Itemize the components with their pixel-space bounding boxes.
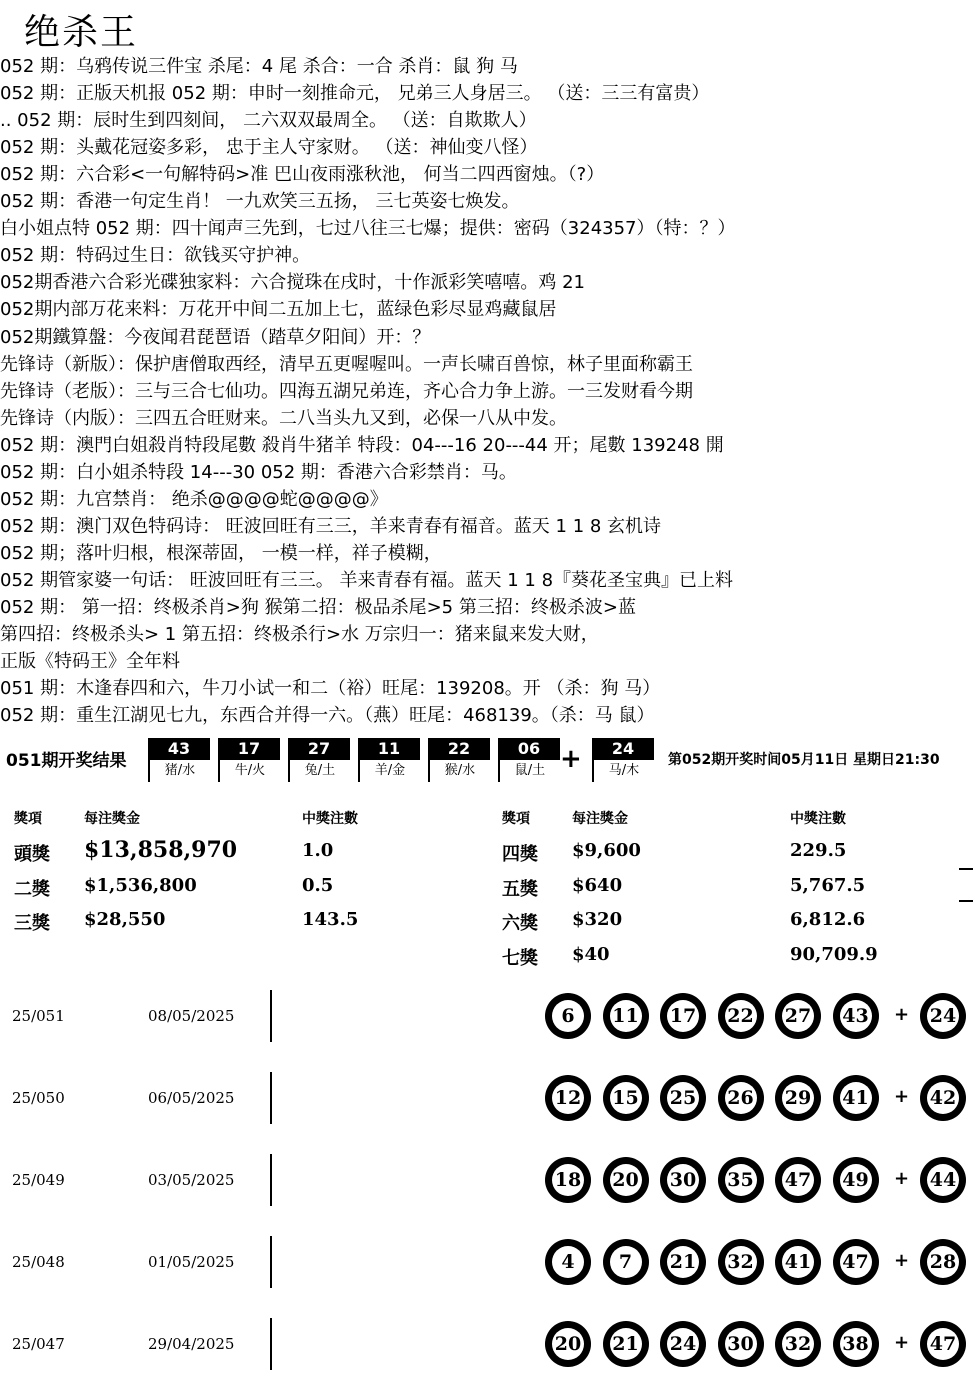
plus-sign: +	[894, 1168, 910, 1189]
history-divider	[270, 1236, 272, 1288]
text-line: 052 期：澳门双色特码诗： 旺波回旺有三三，羊来青春有福音。蓝天 1 1 8 玄机诗	[0, 515, 662, 537]
lottery-ball	[775, 993, 821, 1039]
history-date: 08/05/2025	[148, 1007, 235, 1025]
edge-mark	[959, 900, 973, 902]
history-divider	[270, 1154, 272, 1206]
prize-item: 頭獎	[14, 844, 50, 865]
text-line: 052 期；落叶归根，根深蒂固， 一模一样，祥子模糊，	[0, 542, 442, 564]
draw-number-tile	[498, 738, 560, 782]
ball-number: 44	[927, 1164, 959, 1196]
ball-number: 24	[927, 1000, 959, 1032]
text-line: 052 期：六合彩<一句解特码>准 巴山夜雨涨秋池， 何当二四西窗烛。（?）	[0, 164, 605, 186]
text-line: 052 期管家婆一句话： 旺波回旺有三三。 羊来青春有福。蓝天 1 1 8『葵花圣宝典』已上料	[0, 569, 734, 591]
lottery-ball	[833, 1239, 879, 1285]
tile-zodiac: 鼠/土	[498, 760, 560, 782]
prize-item: 二獎	[14, 878, 50, 900]
prize-item: 七獎	[502, 947, 538, 969]
prize-count: 5,767.5	[790, 874, 866, 896]
text-line: 白小姐点特 052 期：四十闻声三先到，七过八往三七爆；提供：密码（324357）（特：？）	[0, 218, 736, 240]
text-line: 052 期：白小姐杀特段 14---30 052 期：香港六合彩禁肖：马。	[0, 461, 517, 483]
history-issue: 25/049	[12, 1171, 65, 1189]
text-line: 先锋诗（新版）：保护唐僧取西经，清早五更喔喔叫。一声长啸百兽惊，林子里面称霸王	[0, 353, 693, 375]
tile-zodiac: 猴/水	[428, 760, 490, 782]
prize-count: 1.0	[302, 840, 334, 861]
lottery-ball	[660, 1321, 706, 1367]
lottery-ball	[718, 1157, 764, 1203]
lottery-ball	[603, 1075, 649, 1121]
text-line: 052期鐵算盤：今夜闻君琵琶语（踏草夕阳间）开：？	[0, 326, 431, 348]
prize-amount: $320	[572, 909, 623, 930]
text-line: 052期香港六合彩光碟独家料：六合搅珠在戌时，十作派彩笑嘻嘻。鸡 21	[0, 272, 585, 294]
ball-number: 43	[840, 1000, 872, 1032]
ball-number: 47	[927, 1328, 959, 1360]
ball-number: 27	[782, 1000, 814, 1032]
text-line: 先锋诗（老版）：三与三合七仙功。四海五湖兄弟连，齐心合力争上游。一三发财看今期	[0, 380, 693, 402]
text-line: 051 期：木逢春四和六，牛刀小试一和二（裕）旺尾：139208。开 （杀：狗 马）	[0, 678, 661, 700]
lottery-ball	[660, 1075, 706, 1121]
ball-number: 47	[840, 1246, 872, 1278]
ball-number: 30	[667, 1164, 699, 1196]
ball-number: 32	[725, 1246, 757, 1278]
ball-number: 38	[840, 1328, 872, 1360]
ball-number: 17	[667, 1000, 699, 1032]
ball-number: 21	[667, 1246, 699, 1278]
tile-zodiac: 马/木	[592, 760, 654, 782]
tile-number: 27	[288, 738, 350, 760]
ball-number: 28	[927, 1246, 959, 1278]
ball-number: 41	[782, 1246, 814, 1278]
prize-amount: $640	[572, 874, 623, 896]
plus-sign: +	[894, 1004, 910, 1025]
draw-number-tile	[148, 738, 210, 782]
draw-number-tile	[218, 738, 280, 782]
ball-number: 18	[552, 1164, 584, 1196]
text-line: 052 期：澳門白姐殺肖特段尾數 殺肖牛猪羊 特段：04---16 20---44 开；尾數 139248 開	[0, 434, 724, 456]
special-ball	[920, 1075, 966, 1121]
prize-header-count: 中獎注數	[302, 811, 358, 827]
ball-number: 4	[552, 1246, 584, 1278]
draw-result-label: 051期开奖结果	[6, 751, 127, 771]
history-date: 06/05/2025	[148, 1089, 235, 1107]
ball-number: 7	[610, 1246, 642, 1278]
prize-item: 三獎	[14, 913, 50, 934]
special-ball	[920, 1321, 966, 1367]
prize-count: 143.5	[302, 909, 359, 930]
plus-sign: +	[894, 1332, 910, 1353]
lottery-ball	[545, 1157, 591, 1203]
prize-amount: $28,550	[84, 909, 166, 930]
ball-number: 29	[782, 1082, 814, 1114]
tile-number: 22	[428, 738, 490, 760]
lottery-ball	[718, 993, 764, 1039]
special-ball	[920, 1157, 966, 1203]
lottery-ball	[545, 1321, 591, 1367]
ball-number: 30	[725, 1328, 757, 1360]
next-draw-time: 第052期开奖时间05月11日 星期日21:30	[668, 752, 940, 768]
lottery-ball	[718, 1321, 764, 1367]
prize-header-item: 獎項	[14, 811, 42, 827]
text-line: 052 期：正版天机报 052 期：申时一刻推命元， 兄弟三人身居三。 （送：三三有富贵）	[0, 83, 710, 105]
tile-number: 11	[358, 738, 420, 760]
lottery-ball	[545, 993, 591, 1039]
ball-number: 47	[782, 1164, 814, 1196]
lottery-ball	[660, 1157, 706, 1203]
prize-header-count-right: 中獎注數	[790, 811, 846, 827]
lottery-ball	[603, 1321, 649, 1367]
lottery-ball	[833, 1157, 879, 1203]
lottery-ball	[833, 1321, 879, 1367]
tile-number: 17	[218, 738, 280, 760]
tile-zodiac: 猪/水	[148, 760, 210, 782]
draw-number-tile	[358, 738, 420, 782]
ball-number: 20	[610, 1164, 642, 1196]
text-line: 052 期： 第一招：终极杀肖>狗 猴第二招：极品杀尾>5 第三招：终极杀波>蓝	[0, 597, 636, 618]
history-issue: 25/048	[12, 1253, 65, 1271]
lottery-ball	[603, 1239, 649, 1285]
prize-count: 90,709.9	[790, 943, 878, 965]
plus-sign: +	[894, 1250, 910, 1271]
tile-number: 24	[592, 738, 654, 760]
tile-number: 06	[498, 738, 560, 760]
history-date: 29/04/2025	[148, 1335, 235, 1353]
tile-number: 43	[148, 738, 210, 760]
ball-number: 24	[667, 1328, 699, 1360]
lottery-ball	[603, 993, 649, 1039]
tile-zodiac: 羊/金	[358, 760, 420, 782]
lottery-ball	[775, 1239, 821, 1285]
lottery-ball	[603, 1157, 649, 1203]
history-divider	[270, 1318, 272, 1370]
prize-header-amount: 每注獎金	[84, 811, 140, 827]
plus-sign: +	[560, 744, 582, 774]
history-issue: 25/050	[12, 1089, 65, 1107]
edge-mark	[959, 868, 973, 870]
draw-number-tile	[592, 738, 654, 782]
ball-number: 22	[725, 1000, 757, 1032]
lottery-ball	[718, 1075, 764, 1121]
ball-number: 6	[552, 1000, 584, 1032]
prize-item: 六獎	[502, 913, 538, 934]
text-line: 052期内部万花来料：万花开中间二五加上七，蓝绿色彩尽显鸡藏鼠居	[0, 299, 557, 321]
prize-amount: $40	[572, 943, 610, 965]
draw-number-tile	[288, 738, 350, 782]
ball-number: 49	[840, 1164, 872, 1196]
lottery-ball	[833, 1075, 879, 1121]
lottery-ball	[718, 1239, 764, 1285]
ball-number: 35	[725, 1164, 757, 1196]
ball-number: 20	[552, 1328, 584, 1360]
ball-number: 12	[552, 1082, 584, 1114]
text-line: 052 期：特码过生日：欲钱买守护神。	[0, 245, 311, 267]
text-line: 052 期：乌鸦传说三件宝 杀尾：4 尾 杀合：一合 杀肖：鼠 狗 马	[0, 56, 518, 77]
lottery-ball	[660, 993, 706, 1039]
text-line: 先锋诗（内版）：三四五合旺财来。二八当头九又到，必保一八从中发。	[0, 407, 567, 429]
ball-number: 42	[927, 1082, 959, 1114]
prize-count: 6,812.6	[790, 909, 866, 930]
text-line: .. 052 期：辰时生到四刻间， 二六双双最周全。 （送：自欺欺人）	[0, 110, 537, 132]
ball-number: 26	[725, 1082, 757, 1114]
prize-count: 0.5	[302, 874, 334, 896]
history-date: 03/05/2025	[148, 1171, 235, 1189]
prize-item: 四獎	[502, 844, 538, 865]
lottery-ball	[545, 1239, 591, 1285]
history-date: 01/05/2025	[148, 1253, 235, 1271]
prize-amount: $13,858,970	[84, 837, 238, 863]
tile-zodiac: 牛/火	[218, 760, 280, 782]
text-line: 052 期：香港一句定生肖！ 一九欢笑三五扬， 三七英姿七焕发。	[0, 191, 520, 213]
ball-number: 41	[840, 1082, 872, 1114]
text-line: 052 期：重生江湖见七九，东西合并得一六。（燕）旺尾：468139。（杀：马 鼠）	[0, 705, 655, 727]
special-ball	[920, 1239, 966, 1285]
plus-sign: +	[894, 1086, 910, 1107]
prize-amount: $1,536,800	[84, 874, 197, 896]
ball-number: 15	[610, 1082, 642, 1114]
ball-number: 21	[610, 1328, 642, 1360]
history-issue: 25/051	[12, 1007, 65, 1025]
text-line: 052 期：头戴花冠姿多彩， 忠于主人守家财。 （送：神仙变八怪）	[0, 137, 538, 159]
history-divider	[270, 1072, 272, 1124]
special-ball	[920, 993, 966, 1039]
ball-number: 11	[610, 1000, 642, 1032]
prize-count: 229.5	[790, 840, 847, 861]
lottery-ball	[775, 1075, 821, 1121]
prize-header-item-right: 獎項	[502, 811, 530, 827]
text-line: 第四招：终极杀头> 1 第五招：终极杀行>水 万宗归一：猪来鼠来发大财，	[0, 624, 599, 646]
ball-number: 32	[782, 1328, 814, 1360]
history-divider	[270, 990, 272, 1042]
prize-header-amount-right: 每注獎金	[572, 811, 628, 827]
lottery-ball	[775, 1157, 821, 1203]
ball-number: 25	[667, 1082, 699, 1114]
prize-amount: $9,600	[572, 840, 641, 861]
lottery-ball	[775, 1321, 821, 1367]
page-title: 绝杀王	[24, 12, 139, 53]
lottery-ball	[660, 1239, 706, 1285]
lottery-ball	[545, 1075, 591, 1121]
text-line: 052 期：九宫禁肖： 绝杀@@@@蛇@@@@》	[0, 488, 388, 510]
prize-item: 五獎	[502, 878, 538, 900]
draw-number-tile	[428, 738, 490, 782]
text-line: 正版《特码王》全年料	[0, 651, 180, 673]
lottery-ball	[833, 993, 879, 1039]
tile-zodiac: 兔/土	[288, 760, 350, 782]
history-issue: 25/047	[12, 1335, 65, 1353]
